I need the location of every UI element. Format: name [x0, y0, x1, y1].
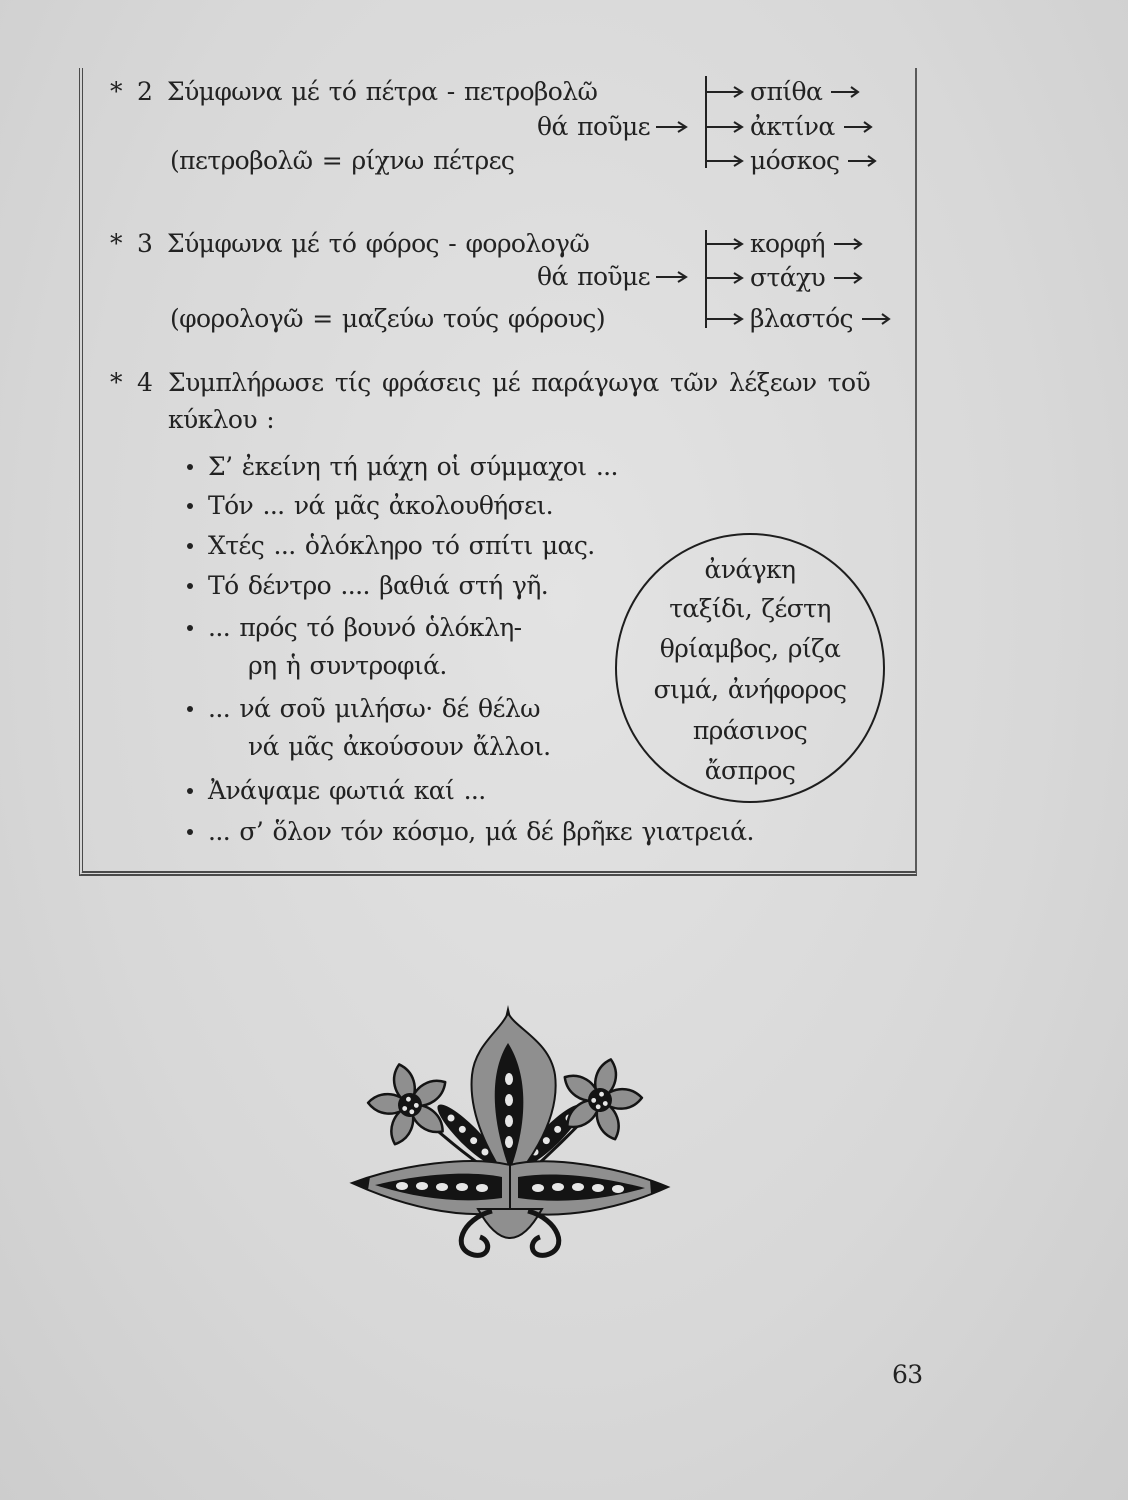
bullet [187, 625, 193, 631]
bullet [187, 503, 193, 509]
exercise-2-word-row [750, 77, 860, 107]
exercise-2-marker: * [110, 77, 122, 106]
sentence-line: ... πρός τό βουνό ὁλόκλη- [208, 613, 522, 642]
exercise-2-word: μόσκος [750, 146, 840, 175]
sentence-line: Τόν ... νά μᾶς ἀκολουθήσει. [208, 491, 554, 520]
arrow-right-icon [833, 271, 863, 285]
sentence-line: Ἀνάψαμε φωτιά καί ... [208, 776, 486, 805]
exercise-3-word: βλαστός [750, 304, 853, 333]
circle-word: θρίαμβος, ρίζα [659, 634, 841, 663]
exercise-3-marker: * [110, 229, 122, 258]
sentence-line-cont: νά μᾶς ἀκούσουν ἄλλοι. [248, 732, 551, 761]
exercise-3-word-row [750, 304, 891, 334]
exercise-3-word-row [750, 229, 863, 259]
exercise-2-gloss: (πετροβολῶ = ρίχνω πέτρες [170, 146, 515, 175]
exercise-2-prompt: θά ποῦμε [537, 112, 650, 141]
arrow-right-icon [843, 120, 873, 134]
circle-word: ταξίδι, ζέστη [669, 594, 831, 623]
exercise-4-number: 4 [137, 368, 153, 397]
exercise-3-word: κορφή [750, 229, 825, 258]
bullet [187, 706, 193, 712]
circle-word: ἀνάγκη [704, 555, 796, 584]
bullet [187, 543, 193, 549]
exercise-3-word-row [750, 263, 863, 293]
sentence-line: ... νά σοῦ μιλήσω· δέ θέλω [208, 694, 540, 723]
sentence-line-cont: ρη ἡ συντροφιά. [248, 651, 447, 680]
flower-ornament [340, 1005, 680, 1265]
sentence-line: ... σ’ ὅλον τόν κόσμο, μά δέ βρῆκε γιατρειά. [208, 817, 754, 846]
exercise-4-instruction-cont: κύκλου : [168, 405, 275, 434]
wing-left [352, 1161, 510, 1214]
sentence-line: Σ’ ἐκείνη τή μάχη οἱ σύμμαχοι ... [208, 452, 618, 481]
arrow-right-icon [861, 312, 891, 326]
circle-word: πράσινος [692, 716, 808, 745]
exercise-2-number: 2 [137, 77, 153, 106]
sentence-line: Τό δέντρο .... βαθιά στή γῆ. [208, 571, 549, 600]
circle-word: ἄσπρος [704, 756, 796, 785]
bullet [187, 829, 193, 835]
arrow-right-icon [830, 85, 860, 99]
exercise-3-word: στάχυ [750, 263, 826, 292]
exercise-3-gloss: (φορολογῶ = μαζεύω τούς φόρους) [170, 304, 605, 333]
circle-word: σιμά, ἀνήφορος [653, 675, 847, 704]
exercise-3-prompt: θά ποῦμε [537, 262, 650, 291]
bullet [187, 788, 193, 794]
wing-right [510, 1161, 668, 1214]
exercise-3-number: 3 [137, 229, 153, 258]
exercise-2-word-row [750, 112, 873, 142]
bullet [187, 583, 193, 589]
page-number: 63 [892, 1360, 923, 1389]
exercise-2-rule: Σύμφωνα μέ τό πέτρα - πετροβολῶ [167, 77, 598, 106]
exercise-4-instruction: Συμπλήρωσε τίς φράσεις μέ παράγωγα τῶν λέξεων τοῦ [168, 368, 871, 397]
sentence-line: Χτές ... ὁλόκληρο τό σπίτι μας. [208, 531, 595, 560]
arrow-right-icon [833, 237, 863, 251]
bullet [187, 464, 193, 470]
exercise-2-word: ἀκτίνα [750, 112, 835, 141]
exercise-4-marker: * [110, 368, 122, 397]
arrow-right-icon [847, 154, 877, 168]
exercise-3-rule: Σύμφωνα μέ τό φόρος - φορολογῶ [167, 229, 590, 258]
exercise-2-word: σπίθα [750, 77, 823, 106]
exercise-2-word-row [750, 146, 877, 176]
